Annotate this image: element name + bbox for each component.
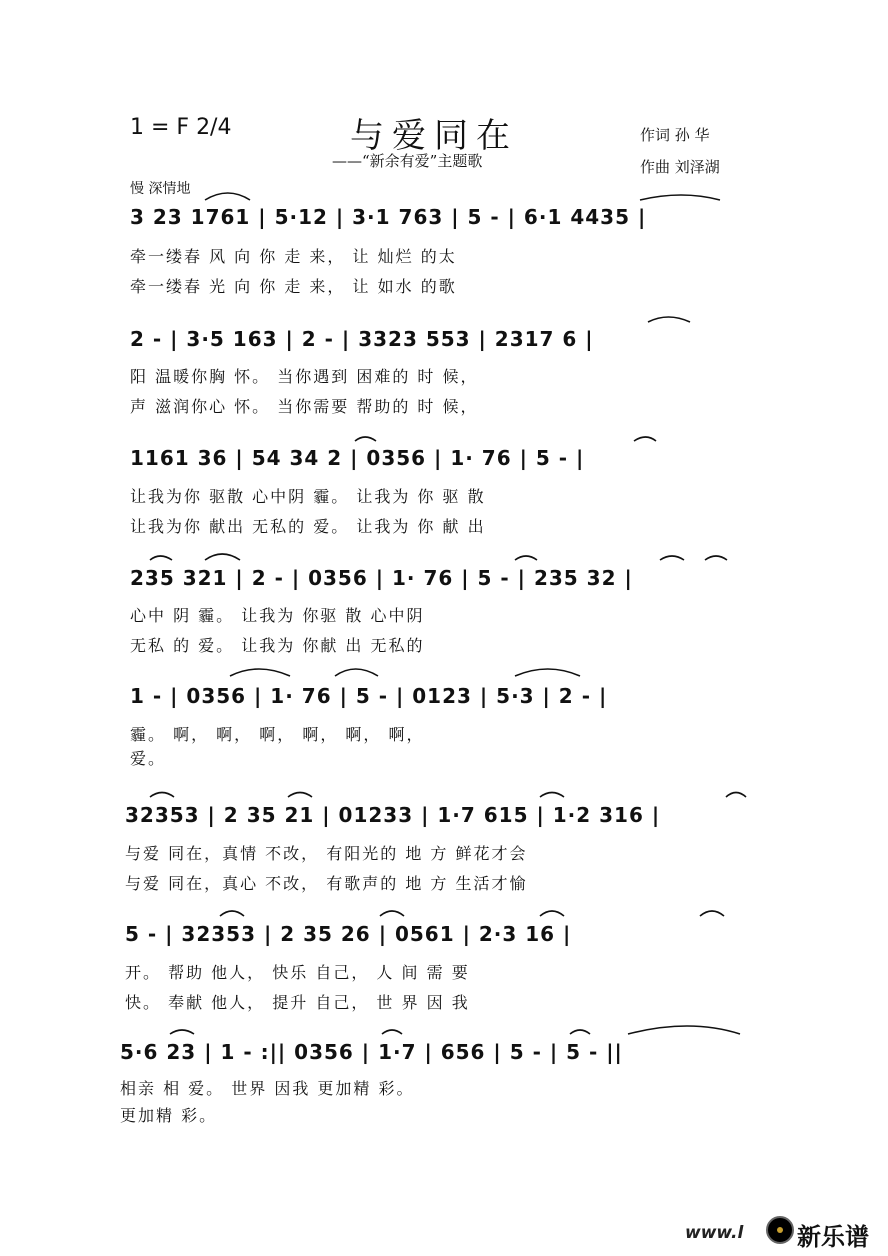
record-disc-icon	[766, 1216, 794, 1244]
system-3-lyrics-verse-2: 让我为你 献出 无私的 爱。 让我为 你 献 出	[130, 517, 486, 536]
system-6-notes: 32353 | 2 35 21 | 01233 | 1·7 615 | 1·2 316 |	[125, 803, 661, 827]
system-1-lyrics-verse-1: 牵一缕春 风 向 你 走 来， 让 灿烂 的太	[130, 247, 457, 266]
system-4-lyrics-verse-2: 无私 的 爱。 让我为 你献 出 无私的	[130, 636, 425, 655]
system-7-lyrics-verse-1: 开。 帮助 他人， 快乐 自己， 人 间 需 要	[125, 963, 470, 982]
slur-mark	[628, 1026, 740, 1034]
song-subtitle: ——“新余有爱”主题歌	[332, 152, 483, 170]
system-5-lyrics-verse-1: 霾。 啊， 啊， 啊， 啊， 啊， 啊，	[130, 725, 425, 744]
system-1-lyrics-verse-2: 牵一缕春 光 向 你 走 来， 让 如水 的歌	[130, 277, 457, 296]
song-title: 与爱同在	[350, 116, 518, 156]
composer-credit: 作曲 刘泽湖	[640, 158, 720, 176]
slur-mark	[640, 195, 720, 200]
system-5-lyrics-verse-2: 爱。	[130, 749, 167, 768]
slur-mark	[150, 556, 172, 560]
slur-mark	[726, 793, 746, 798]
system-4-lyrics-verse-1: 心中 阴 霾。 让我为 你驱 散 心中阴	[130, 606, 425, 625]
slur-mark	[515, 556, 537, 560]
slur-mark	[700, 911, 724, 916]
slur-mark	[570, 1030, 590, 1034]
lyricist-credit: 作词 孙 华	[640, 126, 710, 144]
slur-mark	[288, 793, 312, 798]
slur-mark	[335, 669, 378, 676]
slur-mark	[170, 1030, 194, 1034]
watermark-url: www.l	[685, 1223, 744, 1243]
slur-mark	[705, 556, 727, 560]
system-5-notes: 1 - | 0356 | 1· 76 | 5 - | 0123 | 5·3 | 2 - |	[130, 684, 608, 708]
system-2-notes: 2 - | 3·5 163 | 2 - | 3323 553 | 2317 6 |	[130, 327, 594, 351]
system-3-lyrics-verse-1: 让我为你 驱散 心中阴 霾。 让我为 你 驱 散	[130, 487, 486, 506]
tempo-marking: 慢 深情地	[130, 181, 191, 197]
slur-mark	[382, 1030, 402, 1034]
slur-mark	[540, 793, 564, 798]
system-1-notes: 3 23 1761 | 5·12 | 3·1 763 | 5 - | 6·1 4435 |	[130, 205, 647, 229]
system-7-notes: 5 - | 32353 | 2 35 26 | 0561 | 2·3 16 |	[125, 922, 572, 946]
system-6-lyrics-verse-2: 与爱 同在，真心 不改， 有歌声的 地 方 生活才愉	[125, 874, 528, 893]
system-4-notes: 235 321 | 2 - | 0356 | 1· 76 | 5 - | 235 32 |	[130, 566, 633, 590]
slur-mark	[220, 911, 244, 916]
watermark-site-name: 新乐谱	[797, 1223, 869, 1251]
slur-mark	[150, 793, 174, 798]
key-signature: 1 = F 2/4	[130, 115, 232, 140]
slur-mark	[648, 317, 690, 322]
system-8-lyrics-verse-2: 更加精 彩。	[120, 1106, 218, 1125]
slur-mark	[205, 554, 240, 560]
system-2-lyrics-verse-1: 阳 温暖你胸 怀。 当你遇到 困难的 时 候，	[130, 367, 479, 386]
slur-mark	[660, 556, 684, 560]
system-6-lyrics-verse-1: 与爱 同在，真情 不改， 有阳光的 地 方 鲜花才会	[125, 844, 528, 863]
system-3-notes: 1161 36 | 54 34 2 | 0356 | 1· 76 | 5 - |	[130, 446, 585, 470]
slur-mark	[355, 437, 376, 441]
slur-mark	[380, 911, 404, 916]
system-2-lyrics-verse-2: 声 滋润你心 怀。 当你需要 帮助的 时 候，	[130, 397, 479, 416]
system-8-notes: 5·6 23 | 1 - :|| 0356 | 1·7 | 656 | 5 - | 5 - ||	[120, 1040, 623, 1064]
slur-mark	[515, 669, 580, 676]
slur-mark	[230, 669, 290, 676]
system-8-lyrics-verse-1: 相亲 相 爱。 世界 因我 更加精 彩。	[120, 1079, 415, 1098]
system-7-lyrics-verse-2: 快。 奉献 他人， 提升 自己， 世 界 因 我	[125, 993, 470, 1012]
slur-mark	[634, 437, 656, 441]
slur-mark	[205, 193, 250, 200]
slur-mark	[540, 911, 564, 916]
